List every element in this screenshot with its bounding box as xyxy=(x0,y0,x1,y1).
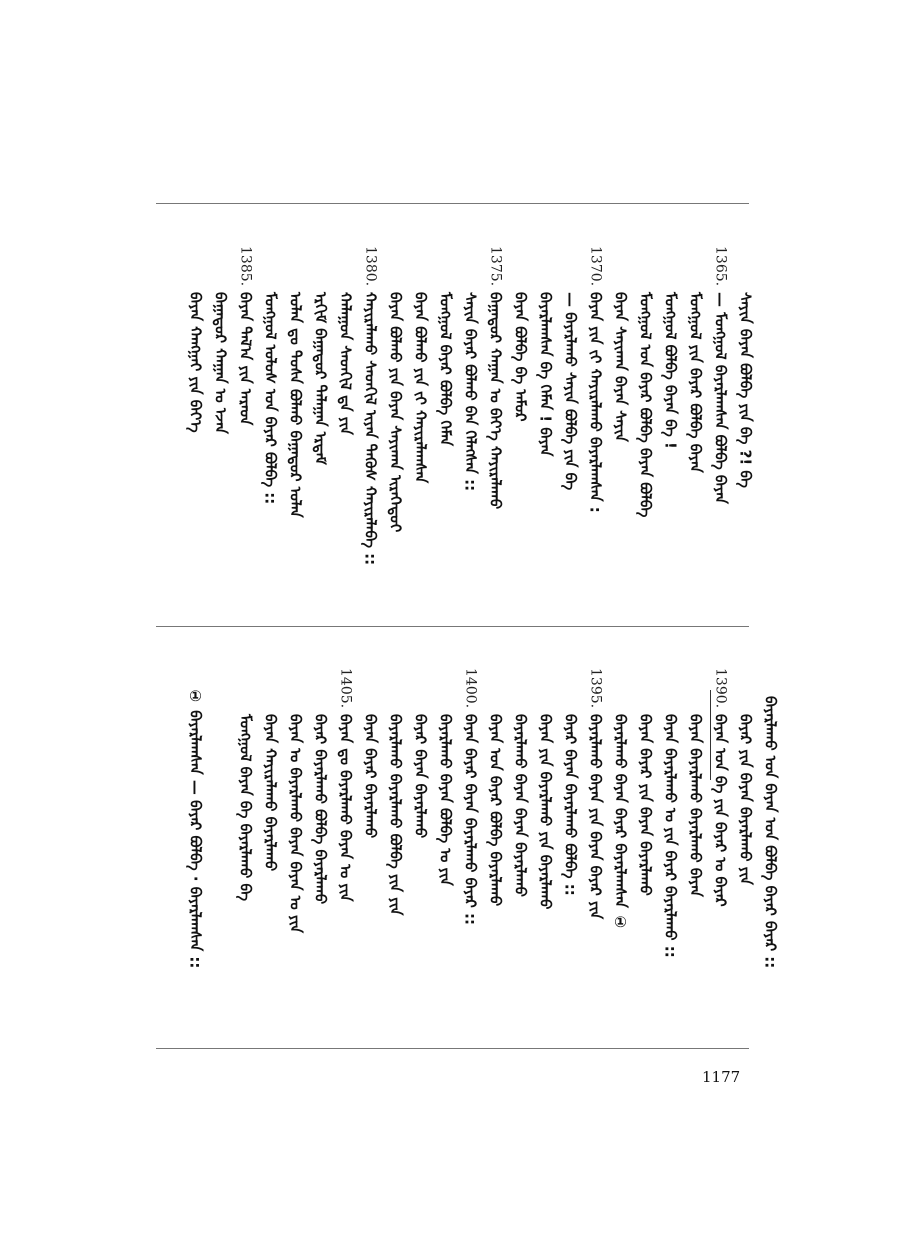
verse-line xyxy=(608,668,633,968)
line-text: ᠡᠷᠬᠢᠮ ᠪᠠᠭᠠᠲᠤᠷ ᠲᠠᠯᠠᠭᠠᠨ ᠡᠷᠳᠡᠮ xyxy=(311,292,330,465)
verse-line xyxy=(233,668,258,968)
verse-line xyxy=(508,668,533,968)
line-text: — ᠮᠣᠩᠭᠣᠯ ᠪᠠᠶᠠᠷᠯᠠᠭᠰᠠᠨ ᠪᠣᠯᠪᠠ ᠪᠠᠶᠠᠨ xyxy=(711,292,730,504)
verse-line xyxy=(308,246,333,606)
line-text: ᠣᠯᠠᠨ ᠳᠤ ᠲᠤᠰᠠ ᠪᠣᠯᠬᠤ ᠪᠠᠭᠠᠲᠤᠷ ᠣᠯᠠᠨ xyxy=(286,292,305,518)
line-number: 1375. xyxy=(487,246,504,287)
line-text: ᠪᠠᠶᠠᠷᠯᠠᠬᠤ ᠪᠠᠶᠠᠷᠯᠠᠬᠤ ᠪᠣᠯᠪᠠ ᠶᠢᠨ ᠶᠢᠨ xyxy=(386,714,405,916)
verse-line xyxy=(683,246,708,606)
line-text: ᠪᠠᠶᠠᠨ ᠳᠤ ᠪᠠᠶᠠᠷᠯᠠᠬᠤ ᠪᠠᠶᠠᠨ ᠤ ᠶᠢᠨ xyxy=(336,714,355,902)
line-text: ᠪᠠᠶᠠᠨ ᠬᠠᠶᠢᠷᠠᠯᠠᠬᠤ ᠪᠠᠶᠠᠷᠯᠠᠬᠤ xyxy=(261,714,280,872)
line-text: ᠪᠠᠭᠠᠲᠤᠷ ᠬᠠᠭᠠᠨ ᠤ ᠪᠡᠶ᠎ᠡ ᠬᠠᠶᠢᠷᠠᠯᠠᠬᠤ xyxy=(486,292,505,510)
verse-line xyxy=(633,246,658,606)
line-text: ᠪᠠᠶᠠᠨ ᠬᠠᠩᠭᠠᠢ ᠶᠢᠨ ᠪᠡᠶ᠎ᠡ xyxy=(186,292,205,433)
line-text: ᠪᠠᠶᠠᠨ ᠲᠠᠯ᠎ᠠ ᠶᠢᠨ ᠠᠷᠠᠳ xyxy=(236,292,255,426)
verse-block-upper xyxy=(183,246,755,606)
line-text: ᠪᠠᠶᠠᠨ ᠶᠢᠨ ᠪᠠᠶᠠᠷᠯᠠᠬᠤ ᠶᠢᠨ ᠪᠠᠶᠠᠷᠯᠠᠬᠤ xyxy=(536,714,555,910)
verse-line xyxy=(383,668,408,968)
verse-line xyxy=(408,246,433,606)
line-number: 1390. xyxy=(712,668,729,709)
verse-line xyxy=(333,668,358,968)
verse-line xyxy=(208,668,233,968)
line-text: ᠮᠣᠩᠭᠣᠯ ᠤᠨ ᠪᠠᠶᠠᠷ ᠪᠣᠯᠪᠠ ᠪᠠᠶᠠᠨ ᠪᠣᠯᠪᠠ xyxy=(636,292,655,518)
line-text: ᠪᠠᠶᠠᠨ ᠪᠠᠶᠠᠷ ᠪᠠᠶᠠᠷᠯᠠᠬᠤ xyxy=(361,714,380,839)
verse-line xyxy=(483,668,508,968)
line-text: ᠪᠠᠶᠠᠨ ᠶᠢᠨ ᠵᠢ ᠬᠠᠶᠢᠷᠠᠯᠠᠬᠤ ᠪᠠᠶᠠᠷᠯᠠᠭᠰᠠᠨ : xyxy=(586,292,605,513)
line-text: ᠪᠠᠶᠠᠨ ᠰᠠᠶᠢᠬᠠᠨ ᠪᠠᠶᠠᠨ ᠰᠠᠶᠢᠨ xyxy=(611,292,630,442)
line-text: ᠪᠠᠶᠠᠨ ᠪᠠᠶᠠᠷᠯᠠᠬᠤ ᠪᠠᠶᠠᠷᠯᠠᠬᠤ ᠪᠠᠶᠠᠨ xyxy=(686,714,705,897)
line-text: ᠰᠠᠶᠢᠨ ᠪᠠᠶᠠᠷ ᠪᠣᠯᠬᠤ ᠪᠠᠨ ᠬᠡᠯᠡᠭᠰᠡᠨ :: xyxy=(461,292,480,492)
line-text: ᠪᠠᠶᠠᠨ ᠪᠣᠯᠪᠠ ᠪᠠ ᠠᠮᠤᠷ xyxy=(511,292,530,422)
verse-line xyxy=(708,246,733,606)
line-text: ᠪᠠᠶᠠᠷ ᠶᠢᠨ ᠪᠠᠶᠠᠨ ᠪᠠᠶᠠᠷᠯᠠᠬᠤ ᠶᠢᠨ xyxy=(736,714,755,885)
line-text: ᠪᠠᠶᠠᠨ ᠤᠨ ᠪᠠ ᠶᠢᠨ ᠪᠠᠶᠠᠷ ᠤ ᠪᠠᠶᠠᠷ xyxy=(711,714,730,907)
verse-line xyxy=(408,668,433,968)
verse-block-lower xyxy=(183,668,780,968)
verse-line xyxy=(433,246,458,606)
line-text: — ᠪᠠᠶᠠᠷᠯᠠᠬᠤ ᠰᠠᠶᠢᠨ ᠪᠣᠯᠪᠠ ᠶᠢᠨ ᠪᠠ xyxy=(561,292,580,491)
verse-line xyxy=(358,246,383,606)
line-text: ᠪᠠᠶᠠᠨ ᠪᠣᠯᠬᠤ ᠶᠢᠨ ᠪᠠᠶᠠᠨ ᠰᠠᠶᠢᠬᠠᠨ ᠢᠷᠡᠭᠡᠳᠦᠢ xyxy=(386,292,405,533)
line-text: ᠮᠣᠩᠭᠣᠯ ᠪᠠᠶᠠᠨ ᠪᠠ ᠪᠠᠶᠠᠷᠯᠠᠬᠤ ᠪᠠ xyxy=(236,714,255,902)
line-text: ᠪᠠᠶᠠᠨ ᠪᠠᠶᠠᠷᠯᠠᠬᠤ ᠤ ᠶᠢᠨ ᠪᠠᠶᠠᠷ ᠪᠠᠶᠠᠷᠯᠠᠬᠤ :: xyxy=(661,714,680,958)
page-number: 1177 xyxy=(702,1068,741,1086)
line-text: ᠪᠠᠶᠠᠷᠯᠠᠬᠤ ᠤᠨ ᠪᠠᠶᠠᠨ ᠤᠨ ᠪᠣᠯᠪᠠ ᠪᠠᠶᠠᠷ ᠪᠠᠶᠠᠷ :: xyxy=(761,695,780,968)
verse-line xyxy=(558,246,583,606)
verse-line xyxy=(308,668,333,968)
verse-line xyxy=(258,668,283,968)
line-text: ᠪᠠᠶᠠᠷᠯᠠᠭᠰᠠᠨ ᠪᠠ ᠬᠡᠮᠡᠨ ! ᠪᠠᠶᠠᠨ xyxy=(536,292,555,457)
verse-line xyxy=(583,246,608,606)
line-text: ᠪᠠᠶᠠᠷ ᠪᠠᠶᠠᠨ ᠪᠠᠶᠠᠷᠯᠠᠬᠤ xyxy=(411,714,430,839)
verse-line xyxy=(533,246,558,606)
line-text: ᠮᠣᠩᠭᠣᠯ ᠤᠯᠤᠰ ᠤᠨ ᠪᠠᠶᠠᠷ ᠪᠣᠯᠪᠠ :: xyxy=(261,292,280,505)
line-text: ᠪᠠᠶᠠᠷ ᠪᠠᠶᠠᠨ ᠪᠠᠶᠠᠷᠯᠠᠬᠤ ᠪᠣᠯᠪᠠ :: xyxy=(561,714,580,896)
line-text: ᠪᠠᠶᠠᠨ ᠤ ᠪᠠᠶᠠᠷᠯᠠᠬᠤ ᠪᠠᠶᠠᠨ ᠪᠠᠶᠠᠨ ᠤ ᠶᠢᠨ xyxy=(286,714,305,934)
verse-line xyxy=(608,246,633,606)
verse-line xyxy=(283,668,308,968)
middle-rule xyxy=(156,626,749,627)
verse-line xyxy=(283,246,308,606)
line-text: ᠪᠠᠭᠠᠲᠤᠷ ᠬᠠᠭᠠᠨ ᠤ ᠡᠵᠡᠨ xyxy=(211,292,230,434)
line-number: 1395. xyxy=(587,668,604,709)
bottom-rule xyxy=(156,1048,749,1049)
top-rule xyxy=(156,203,749,204)
line-text: ᠰᠠᠶᠢᠨ ᠪᠠᠶᠠᠨ ᠪᠣᠯᠪᠠ ᠶᠢᠨ ᠪᠠ ?! ᠪᠠ xyxy=(736,292,755,488)
line-text: ᠪᠠᠶᠠᠷᠯᠠᠬᠤ ᠪᠠᠶᠠᠨ ᠪᠠᠶᠠᠨ ᠪᠠᠶᠠᠷᠯᠠᠬᠤ xyxy=(511,714,530,897)
line-text: ᠪᠠᠶᠠᠷᠯᠠᠬᠤ ᠪᠠᠶᠠᠨ ᠪᠠᠶᠠᠷ ᠪᠠᠶᠠᠷᠯᠠᠭᠰᠠᠨ ① xyxy=(611,714,630,932)
line-text: ᠪᠠᠶᠠᠨ ᠤᠨ ᠪᠠᠶᠠᠷ ᠪᠣᠯᠪᠠ ᠪᠠᠶᠠᠷᠯᠠᠬᠤ xyxy=(486,714,505,907)
line-text: ᠪᠠᠶᠠᠷᠯᠠᠬᠤ ᠪᠠᠶᠠᠨ ᠪᠣᠯᠪᠠ ᠤ ᠶᠢᠨ xyxy=(436,714,455,886)
line-text: ᠪᠠᠶᠠᠨ ᠪᠣᠯᠬᠤ ᠶᠢᠨ ᠵᠢ ᠬᠠᠶᠢᠷᠠᠯᠠᠭᠰᠠᠨ xyxy=(411,292,430,484)
verse-line xyxy=(183,668,208,968)
line-text: ᠪᠠᠶᠠᠨ ᠪᠠᠶᠠᠷ ᠪᠠᠶᠠᠨ ᠪᠠᠶᠠᠷᠯᠠᠬᠤ ᠪᠠᠶᠠᠷ :: xyxy=(461,714,480,926)
line-text: ᠪᠠᠶᠠᠷᠯᠠᠬᠤ ᠪᠠᠶᠠᠨ ᠶᠢᠨ ᠪᠠᠶᠠᠨ ᠪᠠᠶᠠᠷ ᠶᠢᠨ xyxy=(586,714,605,920)
line-text: ᠬᠠᠶᠢᠷᠠᠯᠠᠬᠤ ᠰᠡᠳᠬᠢᠯ ᠢᠶᠡᠨ ᠲᠡᠭᠦᠰ ᠬᠠᠶᠢᠷᠠᠯᠠᠪᠠ :: xyxy=(361,292,380,566)
verse-line xyxy=(708,668,733,968)
line-text: ᠮᠣᠩᠭᠣᠯ ᠪᠣᠯᠪᠠ ᠪᠠᠶᠠᠨ ᠪᠠ ! xyxy=(661,292,680,449)
verse-line xyxy=(658,668,683,968)
verse-line xyxy=(458,246,483,606)
verse-line xyxy=(233,246,258,606)
verse-line xyxy=(733,246,758,606)
verse-line xyxy=(633,668,658,968)
line-number: 1365. xyxy=(712,246,729,287)
verse-line xyxy=(258,246,283,606)
line-text: ① ᠪᠠᠶᠠᠷᠯᠠᠭᠰᠠᠨ — ᠪᠠᠶᠠᠷ ᠪᠣᠯᠪᠠ · ᠪᠠᠶᠠᠷᠯᠠᠭᠰᠠᠨ :: xyxy=(186,686,205,968)
line-text: ᠪᠠᠶᠠᠷ ᠪᠠᠶᠠᠷᠯᠠᠬᠤ ᠪᠣᠯᠪᠠ ᠪᠠᠶᠠᠷᠯᠠᠬᠤ xyxy=(311,714,330,905)
verse-line xyxy=(183,246,208,606)
verse-line xyxy=(758,668,783,968)
verse-line xyxy=(458,668,483,968)
verse-line xyxy=(433,668,458,968)
verse-line xyxy=(683,668,708,968)
line-number: 1380. xyxy=(362,246,379,287)
verse-line xyxy=(558,668,583,968)
line-text: ᠮᠣᠩᠭᠣᠯ ᠪᠠᠶᠠᠷ ᠪᠣᠯᠪᠠ ᠬᠡᠮᠡᠨ xyxy=(436,292,455,446)
line-number: 1405. xyxy=(337,668,354,709)
line-number: 1385. xyxy=(237,246,254,287)
line-text: ᠮᠣᠩᠭᠣᠯ ᠶᠢᠨ ᠪᠠᠶᠠᠷ ᠪᠣᠯᠪᠠ ᠪᠠᠶᠠᠨ xyxy=(686,292,705,473)
verse-line xyxy=(383,246,408,606)
verse-line xyxy=(483,246,508,606)
verse-line xyxy=(333,246,358,606)
verse-line xyxy=(358,668,383,968)
line-number: 1370. xyxy=(587,246,604,287)
verse-line xyxy=(508,246,533,606)
line-number: 1400. xyxy=(462,668,479,709)
verse-line xyxy=(583,668,608,968)
line-text: ᠬᠠᠯᠠᠭᠤᠨ ᠰᠡᠳᠬᠢᠯ ᠳᠠ ᠶᠢᠨ xyxy=(336,292,355,435)
verse-line xyxy=(208,246,233,606)
verse-line xyxy=(733,668,758,968)
line-text: ᠪᠠᠶᠠᠨ ᠪᠠᠶᠠᠷ ᠶᠢᠨ ᠪᠠᠶᠠᠨ ᠪᠠᠶᠠᠷᠯᠠᠬᠤ xyxy=(636,714,655,896)
verse-line xyxy=(533,668,558,968)
verse-line xyxy=(658,246,683,606)
